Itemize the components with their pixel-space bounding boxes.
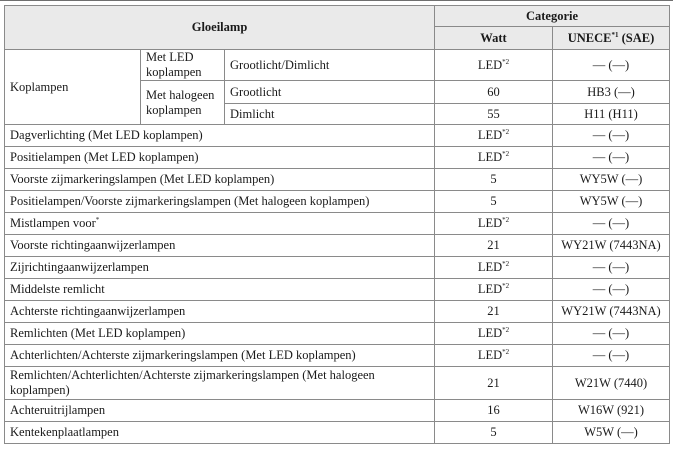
unece-cell: — (—) [553,257,670,279]
unece-cell: — (—) [553,147,670,169]
page-top-rule [0,0,673,4]
table-row [5,345,670,367]
unece-cell: W5W (—) [553,422,670,444]
table-row [5,169,670,191]
bulb-type-cell: Dimlicht [225,104,435,125]
watt-cell: LED$^{*2}$ [435,213,553,235]
unece-cell: WY21W (7443NA) [553,301,670,323]
unece-cell: WY21W (7443NA) [553,235,670,257]
watt-cell: LED$^{*2}$ [435,50,553,81]
bulb-name-cell: Achterste richtingaanwijzerlampen [5,301,435,323]
unece-cell: — (—) [553,50,670,81]
unece-cell: W16W (921) [553,400,670,422]
watt-column-header: Watt [435,27,553,50]
bulb-name-cell: Positielampen (Met LED koplampen) [5,147,435,169]
table-row [5,367,670,400]
unece-cell: WY5W (—) [553,191,670,213]
watt-cell: 21 [435,367,553,400]
watt-cell: 5 [435,422,553,444]
watt-cell: 55 [435,104,553,125]
koplampen-label: Koplampen [5,50,141,125]
bulb-column-header: Gloeilamp [5,6,435,50]
table-row [5,279,670,301]
table-header [5,6,670,50]
unece-cell: — (—) [553,125,670,147]
watt-cell: LED$^{*2}$ [435,147,553,169]
watt-cell: 21 [435,301,553,323]
watt-cell: 21 [435,235,553,257]
bulb-type-cell: Grootlicht/Dimlicht [225,50,435,81]
led-group-label: Met LED koplampen [141,50,225,81]
table-row [5,50,670,81]
table-row [5,191,670,213]
bulb-name-cell: Zijrichtingaanwijzerlampen [5,257,435,279]
watt-cell: 5 [435,169,553,191]
unece-column-header: UNECE$^{*1}$ (SAE) [553,27,670,50]
watt-cell: LED$^{*2}$ [435,257,553,279]
unece-cell: — (—) [553,213,670,235]
category-column-header: Categorie [435,6,670,27]
bulb-name-cell: Achterlichten/Achterste zijmarkeringslampen (Met LED koplampen) [5,345,435,367]
watt-cell: 60 [435,81,553,104]
table-row [5,125,670,147]
table-row [5,400,670,422]
table-row [5,147,670,169]
table-row [5,422,670,444]
watt-cell: LED$^{*2}$ [435,125,553,147]
bulb-name-cell: Voorste richtingaanwijzerlampen [5,235,435,257]
bulb-table [4,5,670,444]
unece-cell: — (—) [553,323,670,345]
bulb-name-cell: Middelste remlicht [5,279,435,301]
table-row [5,213,670,235]
halogen-group-label: Met halogeen koplampen [141,81,225,125]
watt-cell: LED$^{*2}$ [435,279,553,301]
unece-cell: W21W (7440) [553,367,670,400]
bulb-name-cell: Positielampen/Voorste zijmarkeringslampen (Met halogeen koplampen) [5,191,435,213]
bulb-name-cell: Voorste zijmarkeringslampen (Met LED koplampen) [5,169,435,191]
bulb-name-cell: Remlichten (Met LED koplampen) [5,323,435,345]
table-body [5,50,670,444]
unece-cell: — (—) [553,345,670,367]
bulb-name-cell: Dagverlichting (Met LED koplampen) [5,125,435,147]
bulb-name-cell: Mistlampen voor* [5,213,435,235]
unece-cell: H11 (H11) [553,104,670,125]
watt-cell: 16 [435,400,553,422]
bulb-type-cell: Grootlicht [225,81,435,104]
watt-cell: LED$^{*2}$ [435,323,553,345]
bulb-name-cell: Remlichten/Achterlichten/Achterste zijmarkeringslampen (Met halogeen koplampen) [5,367,435,400]
bulb-name-cell: Kentekenplaatlampen [5,422,435,444]
watt-cell: LED$^{*2}$ [435,345,553,367]
unece-cell: HB3 (—) [553,81,670,104]
table-row [5,301,670,323]
bulb-name-cell: Achteruitrijlampen [5,400,435,422]
unece-cell: — (—) [553,279,670,301]
table-row [5,323,670,345]
watt-cell: 5 [435,191,553,213]
table-row [5,235,670,257]
unece-cell: WY5W (—) [553,169,670,191]
table-row [5,257,670,279]
